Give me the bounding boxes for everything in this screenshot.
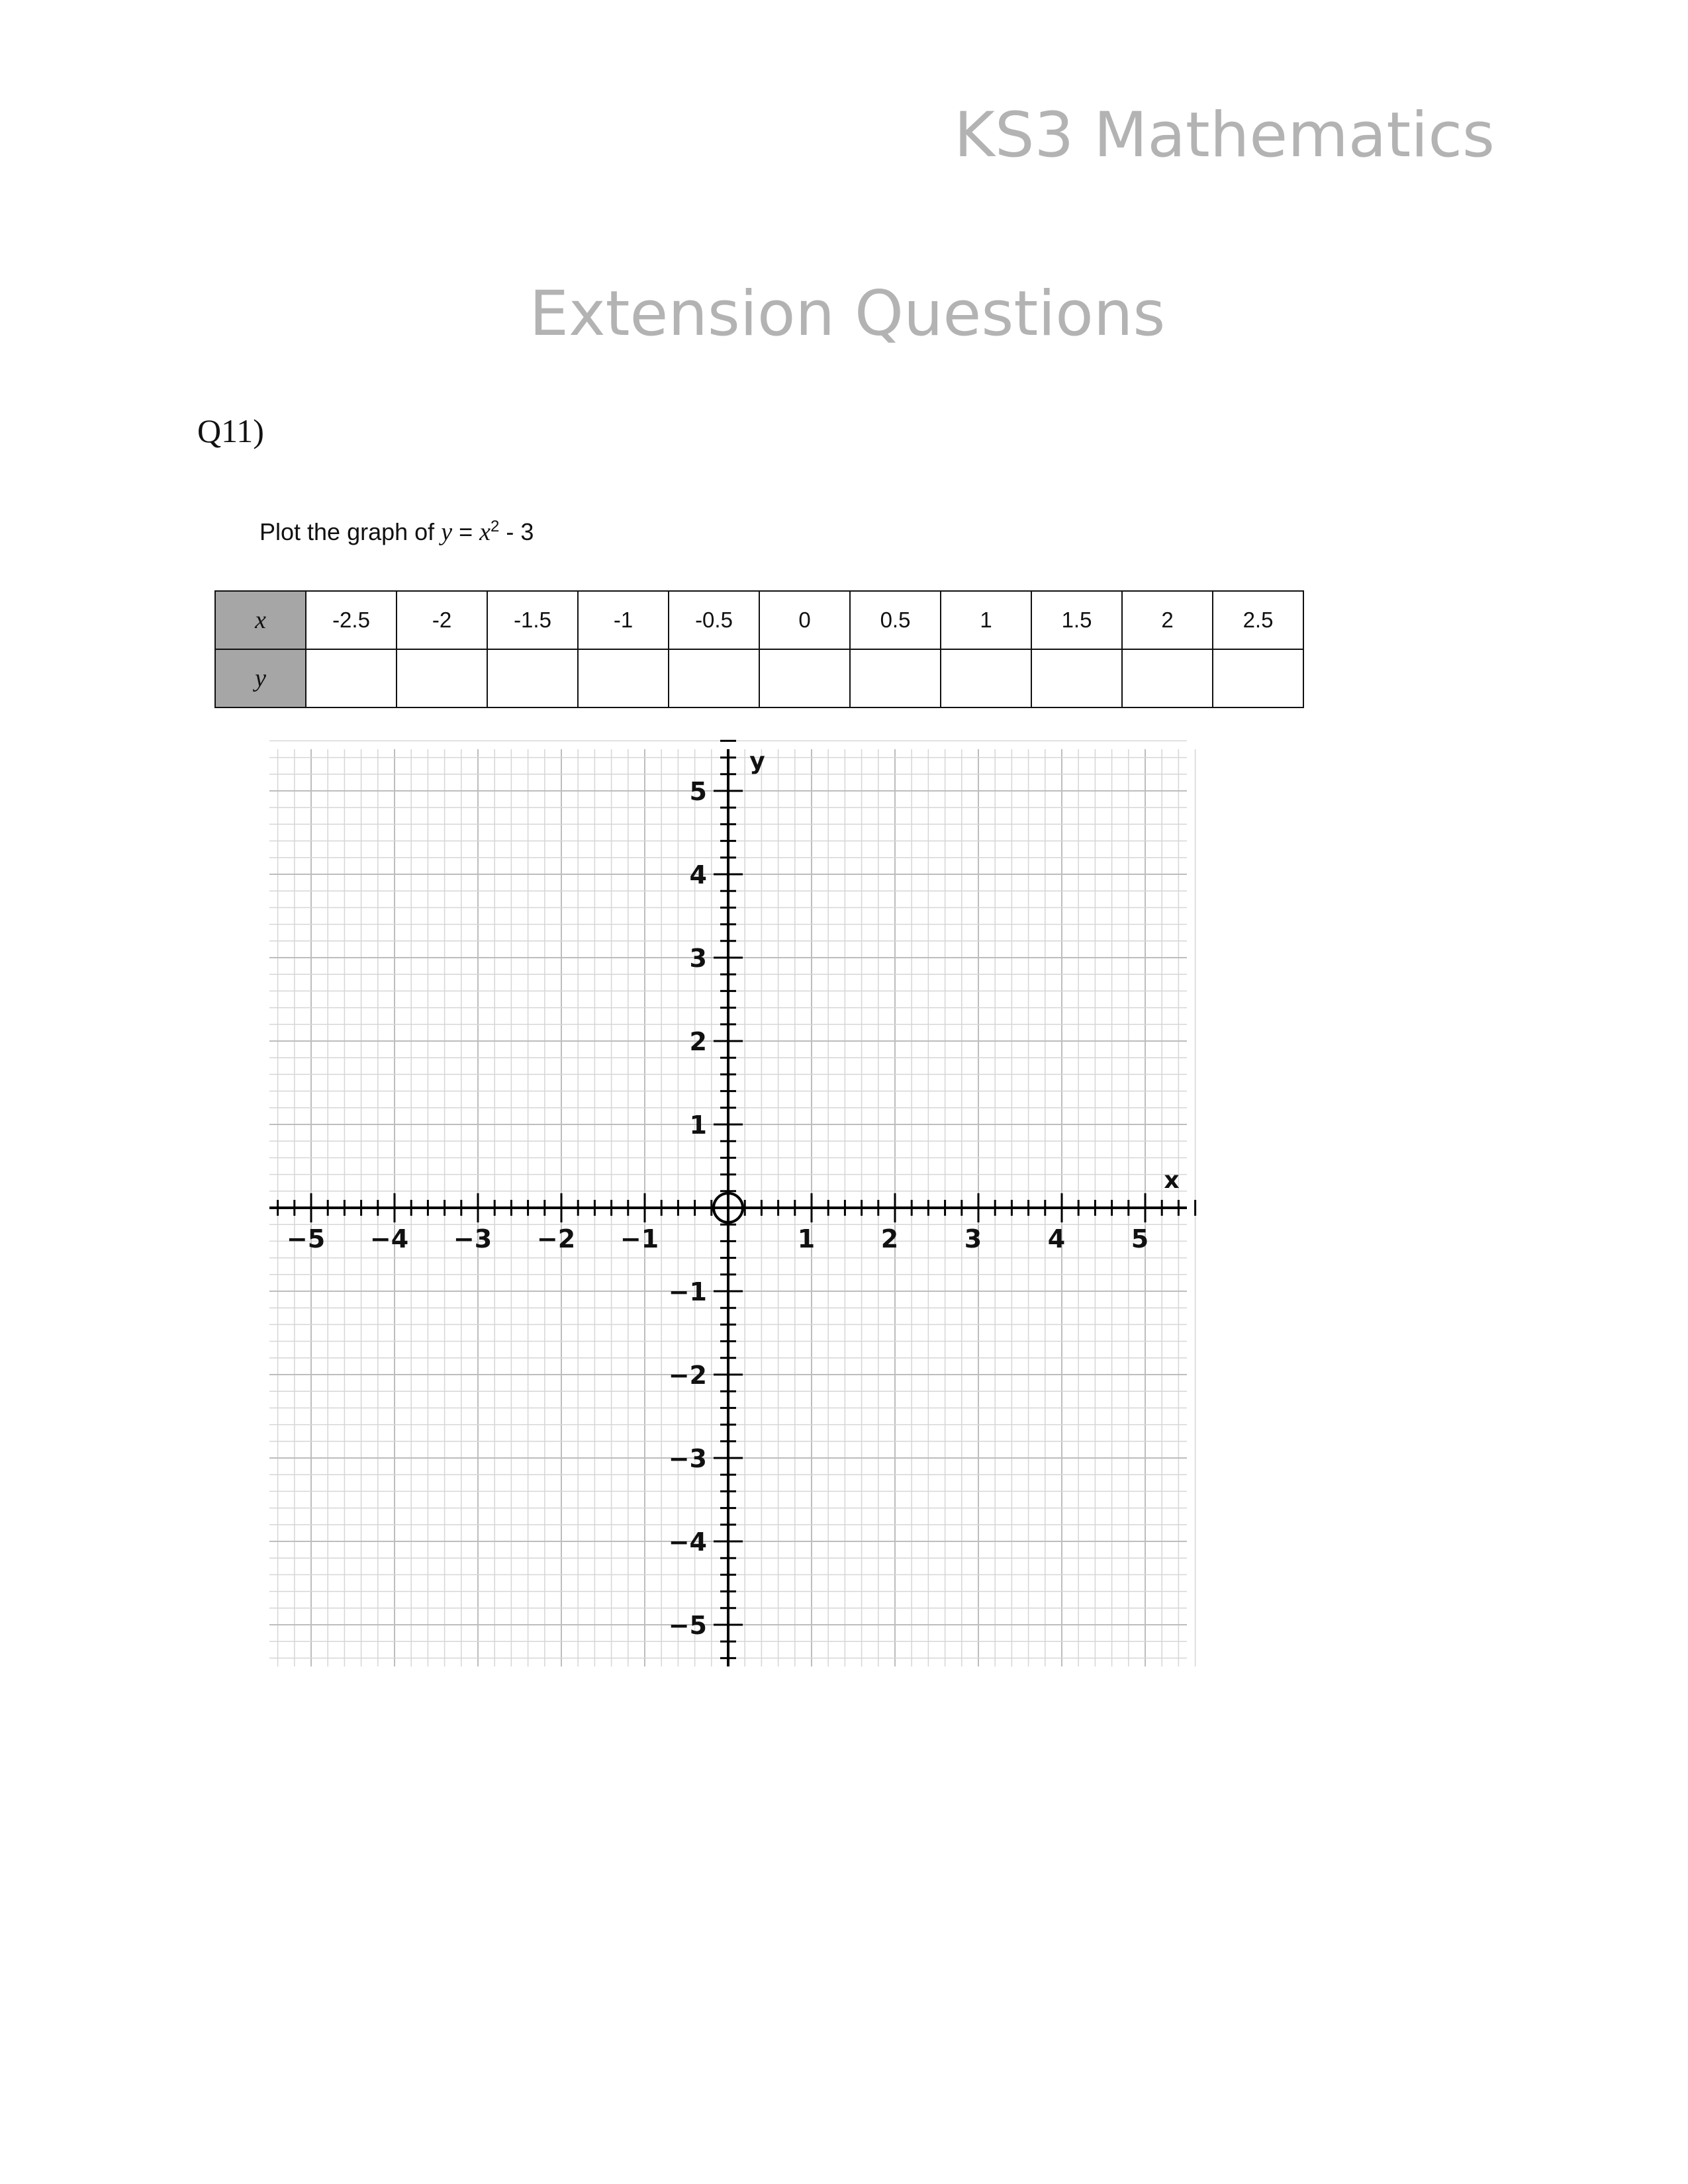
y-answer-cell[interactable] — [306, 649, 397, 707]
instruction-exponent: 2 — [490, 518, 500, 535]
y-tick-label: 3 — [689, 944, 707, 973]
x-value-cell: -0.5 — [669, 591, 759, 649]
y-answer-cell[interactable] — [850, 649, 941, 707]
instruction-suffix: - 3 — [499, 518, 534, 545]
y-tick-label: −1 — [668, 1277, 707, 1306]
x-value-cell: 0.5 — [850, 591, 941, 649]
instruction-y-variable: y — [441, 518, 453, 546]
y-answer-cell[interactable] — [941, 649, 1031, 707]
y-tick-label: 5 — [689, 777, 707, 806]
question-number: Q11) — [197, 412, 264, 449]
y-tick-label: −4 — [668, 1527, 707, 1557]
x-value-cell: -2 — [397, 591, 487, 649]
x-value-cell: -1 — [578, 591, 669, 649]
x-value-cell: -2.5 — [306, 591, 397, 649]
y-tick-label: −2 — [668, 1361, 707, 1390]
y-tick-label: −5 — [668, 1611, 707, 1640]
axis-ticks — [278, 741, 1196, 1658]
x-value-cell: 2 — [1122, 591, 1213, 649]
y-answer-cell[interactable] — [397, 649, 487, 707]
y-answer-cell[interactable] — [759, 649, 850, 707]
y-answer-cell[interactable] — [578, 649, 669, 707]
x-tick-label: 5 — [1131, 1224, 1149, 1253]
question-instruction — [259, 518, 534, 547]
x-tick-label: 1 — [797, 1224, 816, 1253]
y-tick-label: 2 — [689, 1027, 707, 1056]
y-answer-cell[interactable] — [487, 649, 578, 707]
x-tick-label: −4 — [369, 1224, 409, 1253]
coordinate-grid[interactable] — [265, 748, 1192, 1688]
x-value-cell: 1.5 — [1031, 591, 1122, 649]
x-tick-label: 4 — [1047, 1224, 1066, 1253]
x-tick-label: −1 — [620, 1224, 659, 1253]
values-table — [214, 590, 1304, 708]
x-value-cell: -1.5 — [487, 591, 578, 649]
x-row — [215, 591, 1303, 649]
y-tick-label: −3 — [668, 1444, 707, 1473]
y-axis-label: y — [749, 748, 765, 775]
axes — [269, 749, 1187, 1666]
x-tick-label: −2 — [536, 1224, 576, 1253]
y-answer-cell[interactable] — [1122, 649, 1213, 707]
x-value-cell: 0 — [759, 591, 850, 649]
y-row-header: y — [215, 649, 306, 707]
x-tick-label: 2 — [880, 1224, 899, 1253]
x-axis-label: x — [1164, 1167, 1180, 1194]
y-answer-cell[interactable] — [669, 649, 759, 707]
instruction-prefix: Plot the graph of — [259, 518, 442, 545]
grid-lines — [269, 741, 1196, 1666]
x-value-cell: 2.5 — [1213, 591, 1303, 649]
section-title: Extension Questions — [529, 278, 1166, 350]
x-tick-label: 3 — [964, 1224, 982, 1253]
instruction-x-variable: x — [479, 518, 491, 546]
y-answer-cell[interactable] — [1031, 649, 1122, 707]
y-answer-cell[interactable] — [1213, 649, 1303, 707]
x-tick-label: −3 — [453, 1224, 492, 1253]
y-tick-label: 1 — [689, 1111, 707, 1140]
x-value-cell: 1 — [941, 591, 1031, 649]
x-tick-label: −5 — [286, 1224, 326, 1253]
instruction-equals: = — [452, 518, 480, 545]
y-tick-label: 4 — [689, 860, 707, 889]
header-subject: KS3 Mathematics — [954, 99, 1495, 171]
y-row — [215, 649, 1303, 707]
x-row-header: x — [215, 591, 306, 649]
